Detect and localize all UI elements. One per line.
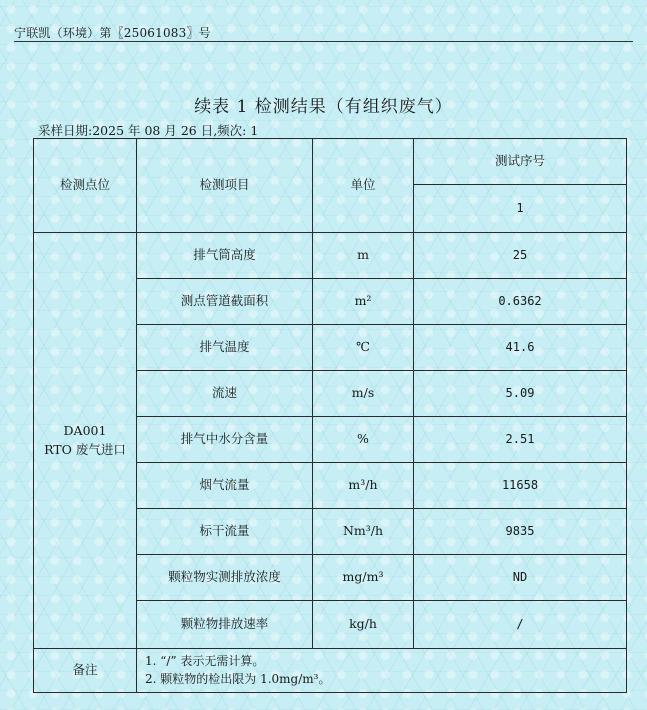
unit-cell: % — [313, 417, 414, 463]
header-unit: 单位 — [313, 139, 414, 233]
value-cell: 5.09 — [414, 371, 627, 417]
unit-cell: m/s — [313, 371, 414, 417]
header-divider — [14, 41, 633, 42]
unit-cell: mg/m³ — [313, 555, 414, 601]
unit-cell: ℃ — [313, 325, 414, 371]
header-point: 检测点位 — [34, 139, 137, 233]
value-cell: 41.6 — [414, 325, 627, 371]
value-cell: 0.6362 — [414, 279, 627, 325]
value-cell: 2.51 — [414, 417, 627, 463]
results-table — [33, 138, 627, 693]
value-cell: 11658 — [414, 463, 627, 509]
item-cell: 颗粒物实测排放浓度 — [137, 555, 313, 601]
header-item: 检测项目 — [137, 139, 313, 233]
remark-cell — [137, 649, 627, 693]
value-cell: 25 — [414, 233, 627, 279]
remark-label: 备注 — [34, 649, 137, 693]
item-cell: 烟气流量 — [137, 463, 313, 509]
item-cell: 标干流量 — [137, 509, 313, 555]
value-cell: 9835 — [414, 509, 627, 555]
remark-line-1: 1. “/” 表示无需计算。 — [145, 654, 265, 669]
point-name: RTO 废气进口 — [44, 441, 126, 457]
unit-cell: m — [313, 233, 414, 279]
value-cell: ND — [414, 555, 627, 601]
sampling-info: 采样日期:2025 年 08 月 26 日,频次: 1 — [38, 123, 259, 138]
page-title: 续表 1 检测结果（有组织废气） — [194, 97, 453, 117]
item-cell: 颗粒物排放速率 — [137, 601, 313, 649]
point-code: DA001 — [63, 423, 107, 439]
report-number: 宁联凯（环境）第〖25061083〗号 — [14, 26, 211, 40]
unit-cell: m³/h — [313, 463, 414, 509]
item-cell: 排气中水分含量 — [137, 417, 313, 463]
remark-line-2: 2. 颗粒物的检出限为 1.0mg/m³。 — [145, 671, 331, 686]
item-cell: 排气筒高度 — [137, 233, 313, 279]
unit-cell: m² — [313, 279, 414, 325]
unit-cell: kg/h — [313, 601, 414, 649]
item-cell: 测点管道截面积 — [137, 279, 313, 325]
item-cell: 流速 — [137, 371, 313, 417]
header-test-no: 测试序号 — [414, 139, 627, 185]
unit-cell: Nm³/h — [313, 509, 414, 555]
value-cell: / — [414, 601, 627, 649]
point-cell — [34, 233, 137, 649]
header-test-no-1: 1 — [414, 185, 627, 233]
item-cell: 排气温度 — [137, 325, 313, 371]
